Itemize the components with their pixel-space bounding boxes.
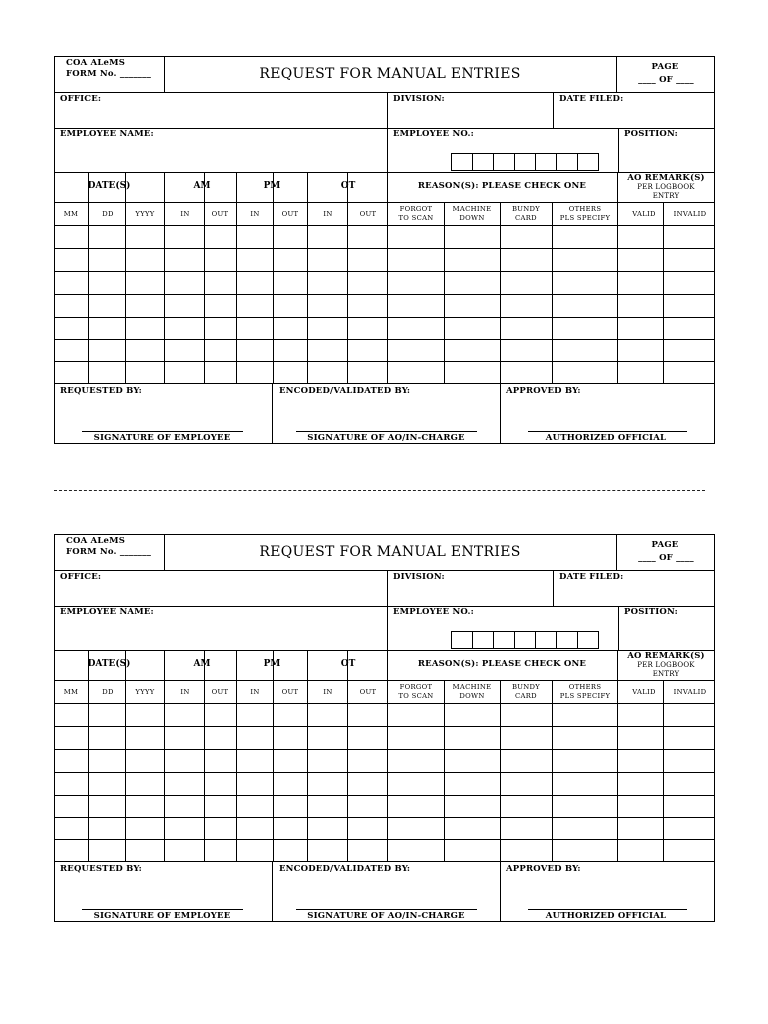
office-label: OFFICE:: [60, 572, 102, 582]
reasons-header: REASON(S): PLEASE CHECK ONE: [417, 181, 587, 191]
forgot-header-line2: TO SCAN: [398, 692, 434, 700]
dates-header: DATE(S): [87, 659, 131, 669]
am-header: AM: [193, 181, 211, 191]
machine-header-line2: DOWN: [459, 692, 485, 700]
others-header-line1: OTHERS: [568, 205, 602, 213]
valid-header: VALID: [632, 688, 656, 696]
employee-no-label: EMPLOYEE NO.:: [393, 607, 475, 617]
employee-no-digit-box[interactable]: [557, 154, 578, 171]
requested-by-label: REQUESTED BY:: [60, 864, 142, 874]
employee-no-digit-box[interactable]: [536, 632, 557, 649]
encoded-by-label: ENCODED/VALIDATED BY:: [279, 864, 411, 874]
dates-header: DATE(S): [87, 181, 131, 191]
form-copy-2: [54, 534, 715, 922]
am-out-header: OUT: [211, 210, 229, 218]
dd-header: DD: [102, 210, 114, 218]
am-out-header: OUT: [211, 688, 229, 696]
forgot-header-line2: TO SCAN: [398, 214, 434, 222]
signature-employee-caption: SIGNATURE OF EMPLOYEE: [93, 433, 231, 443]
ot-in-header: IN: [323, 688, 333, 696]
bundy-header-line2: CARD: [515, 214, 537, 222]
reasons-header: REASON(S): PLEASE CHECK ONE: [417, 659, 587, 669]
signature-employee-caption: SIGNATURE OF EMPLOYEE: [93, 911, 231, 921]
am-header: AM: [193, 659, 211, 669]
ot-in-header: IN: [323, 210, 333, 218]
employee-no-digit-box[interactable]: [494, 154, 515, 171]
form-copy-1: [54, 56, 715, 444]
form-no-field[interactable]: FORM No. _______: [66, 69, 152, 79]
division-label: DIVISION:: [393, 572, 445, 582]
machine-header-line1: MACHINE: [452, 683, 492, 691]
ot-out-header: OUT: [359, 688, 377, 696]
employee-name-label: EMPLOYEE NAME:: [60, 129, 154, 139]
yyyy-header: YYYY: [135, 688, 155, 696]
approved-by-label: APPROVED BY:: [506, 864, 581, 874]
requested-by-label: REQUESTED BY:: [60, 386, 142, 396]
employee-no-digit-box[interactable]: [473, 154, 494, 171]
forgot-header-line1: FORGOT: [399, 205, 433, 213]
pm-header: PM: [263, 181, 281, 191]
invalid-header: INVALID: [673, 210, 707, 218]
pm-in-header: IN: [250, 210, 260, 218]
employee-name-label: EMPLOYEE NAME:: [60, 607, 154, 617]
others-header-line2: PLS SPECIFY: [559, 214, 611, 222]
pm-out-header: OUT: [281, 688, 299, 696]
office-label: OFFICE:: [60, 94, 102, 104]
approved-by-label: APPROVED BY:: [506, 386, 581, 396]
employee-no-digit-box[interactable]: [473, 632, 494, 649]
bundy-header-line1: BUNDY: [511, 683, 541, 691]
machine-header-line1: MACHINE: [452, 205, 492, 213]
am-in-header: IN: [180, 688, 190, 696]
yyyy-header: YYYY: [135, 210, 155, 218]
mm-header: MM: [63, 210, 79, 218]
employee-no-digit-box[interactable]: [515, 632, 536, 649]
employee-no-digit-box[interactable]: [578, 154, 599, 171]
employee-no-digit-box[interactable]: [578, 632, 599, 649]
ot-header: OT: [340, 659, 356, 669]
ao-remarks-header: AO REMARK(S): [627, 651, 705, 661]
employee-no-digit-box[interactable]: [452, 154, 473, 171]
pm-out-header: OUT: [281, 210, 299, 218]
employee-no-digit-box[interactable]: [515, 154, 536, 171]
signature-ao-caption: SIGNATURE OF AO/IN-CHARGE: [307, 433, 465, 443]
others-header-line1: OTHERS: [568, 683, 602, 691]
form-no-field[interactable]: FORM No. _______: [66, 547, 152, 557]
mm-header: MM: [63, 688, 79, 696]
employee-no-digit-box[interactable]: [557, 632, 578, 649]
forgot-header-line1: FORGOT: [399, 683, 433, 691]
page-of-field[interactable]: ____ OF ____: [638, 75, 694, 85]
entry-text: ENTRY: [652, 192, 680, 200]
form-id-line1: COA ALeMS: [66, 58, 126, 68]
ot-out-header: OUT: [359, 210, 377, 218]
employee-no-digit-box[interactable]: [494, 632, 515, 649]
tear-off-dashed-line: [54, 490, 705, 491]
page-label: PAGE: [651, 62, 679, 72]
machine-header-line2: DOWN: [459, 214, 485, 222]
invalid-header: INVALID: [673, 688, 707, 696]
division-label: DIVISION:: [393, 94, 445, 104]
valid-header: VALID: [632, 210, 656, 218]
pm-header: PM: [263, 659, 281, 669]
form-title: REQUEST FOR MANUAL ENTRIES: [259, 66, 521, 82]
page-of-field[interactable]: ____ OF ____: [638, 553, 694, 563]
per-logbook-text: PER LOGBOOK: [637, 661, 695, 669]
employee-no-digit-box[interactable]: [452, 632, 473, 649]
bundy-header-line1: BUNDY: [511, 205, 541, 213]
per-logbook-text: PER LOGBOOK: [637, 183, 695, 191]
authorized-official-caption: AUTHORIZED OFFICIAL: [545, 911, 667, 921]
employee-no-digit-box[interactable]: [536, 154, 557, 171]
page-label: PAGE: [651, 540, 679, 550]
form-id-line1: COA ALeMS: [66, 536, 126, 546]
employee-no-label: EMPLOYEE NO.:: [393, 129, 475, 139]
ot-header: OT: [340, 181, 356, 191]
am-in-header: IN: [180, 210, 190, 218]
encoded-by-label: ENCODED/VALIDATED BY:: [279, 386, 411, 396]
position-label: POSITION:: [624, 607, 679, 617]
date-filed-label: DATE FILED:: [559, 94, 624, 104]
dd-header: DD: [102, 688, 114, 696]
signature-ao-caption: SIGNATURE OF AO/IN-CHARGE: [307, 911, 465, 921]
others-header-line2: PLS SPECIFY: [559, 692, 611, 700]
ao-remarks-header: AO REMARK(S): [627, 173, 705, 183]
entry-text: ENTRY: [652, 670, 680, 678]
form-title: REQUEST FOR MANUAL ENTRIES: [259, 544, 521, 560]
bundy-header-line2: CARD: [515, 692, 537, 700]
authorized-official-caption: AUTHORIZED OFFICIAL: [545, 433, 667, 443]
position-label: POSITION:: [624, 129, 679, 139]
date-filed-label: DATE FILED:: [559, 572, 624, 582]
pm-in-header: IN: [250, 688, 260, 696]
